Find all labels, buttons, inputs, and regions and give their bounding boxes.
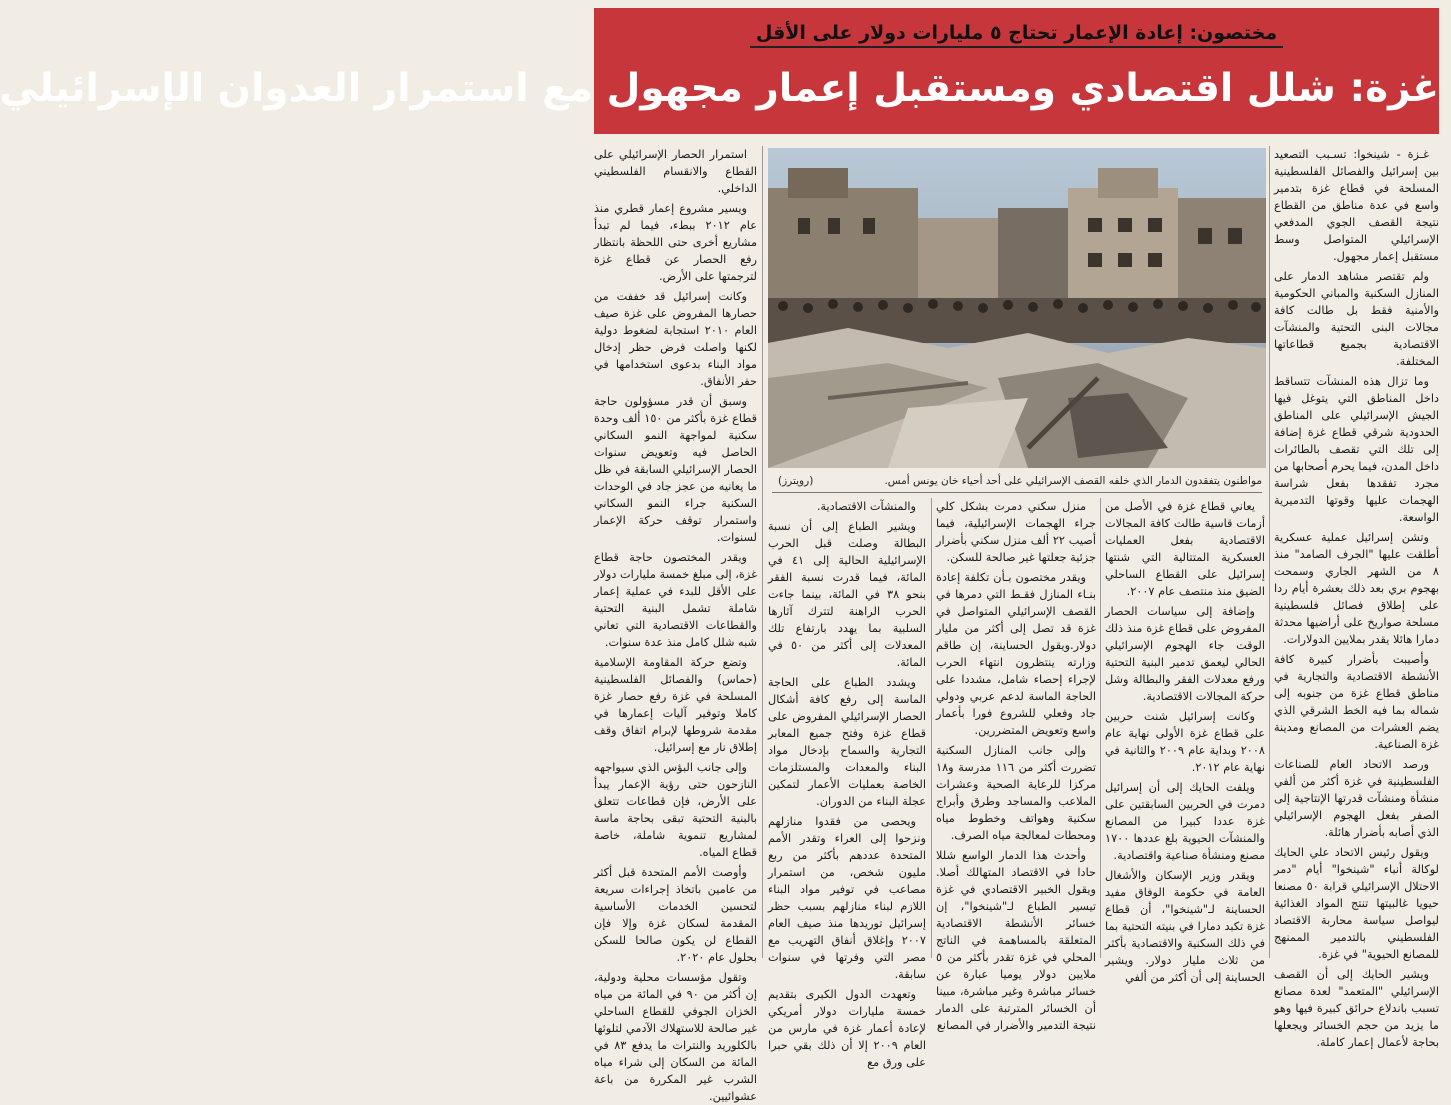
- paragraph: وأحدث هذا الدمار الواسع شللا حادا في الاقتصاد المتهالك أصلا. ويقول الخبير الاقتصادي في غزة تيسير الطباع لـ"شينخوا"، إن خسائر الأنشطة الاقتصادية المتعلقة بالمساهمة في الناتج المحلي في غزة تقدر بأكثر من ٥ ملايين دولار يوميا عبارة عن خسائر مباشرة وغير مباشرة، مبينا أن الخسائر المترتبة على الدمار نتيجة التدمير والأضرار في المصانع: [936, 849, 1096, 1032]
- paragraph: ورصد الاتحاد العام للصناعات الفلسطينية في غزة أكثر من ألفي منشأة ومنشآت قدرتها الإنتاجية إلى الصفر بفعل الهجوم الإسرائيلي الذي أصابه بأضرار هائلة.: [1274, 758, 1439, 839]
- paragraph: وأصيبت بأضرار كبيرة كافة الأنشطة الاقتصادية والتجارية في مناطق قطاع غزة من جنوبه إلى شماله بما فيه الخط الشرقي الذي يضم العشرات من المصانع ومدينة غزة الصناعية.: [1274, 653, 1439, 751]
- headline: غزة: شلل اقتصادي ومستقبل إعمار مجهول مع استمرار العدوان الإسرائيلي: [0, 66, 1439, 111]
- kicker: [594, 22, 1439, 44]
- paragraph: استمرار الحصار الإسرائيلي على القطاع والانقسام الفلسطيني الداخلي.: [594, 148, 757, 195]
- paragraph: وإضافة إلى سياسات الحصار المفروض على قطاع غزة منذ ذلك الوقت جاء الهجوم الإسرائيلي الحالي ليعمق تدمير البنية التحتية ورفع معدلات الفقر والبطالة وشل حركة المجالات الاقتصادية.: [1105, 605, 1265, 703]
- paragraph: ويحصى من فقدوا منازلهم ونزحوا إلى العراء وتقدر الأمم المتحدة عددهم بأكثر من ربع مليون شخص، من استمرار مصاعب في توفير مواد البناء اللازم لبناء منازلهم بسبب حظر إسرائيل توريدها منذ صيف العام ٢٠٠٧ وإغلاق أنفاق التهريب مع مصر التي وفرتها في سنوات سابقة.: [768, 815, 926, 981]
- column-rule: [1269, 146, 1270, 958]
- paragraph: وكانت إسرائيل قد خففت من حصارها المفروض على غزة صيف العام ٢٠١٠ استجابة لضغوط دولية لكنها واصلت فرض حظر إدخال مواد البناء بدعوى استخدامها في حفر الأنفاق.: [594, 290, 757, 388]
- photo-credit: (رويترز): [778, 475, 814, 487]
- article-column-left-inner: [768, 498, 926, 1069]
- paragraph: وتعهدت الدول الكبرى بتقديم خمسة مليارات دولار أمريكي لإعادة أعمار غزة في مارس من العام ٢٠٠٩ إلا أن ذلك بقي حبرا على ورق مع: [768, 988, 926, 1069]
- paragraph: وإلى جانب المنازل السكنية تضررت أكثر من ١١٦ مدرسة و١٨ مركزا للرعاية الصحية وعشرات الملاعب والمساجد وطرق وأبراج سكنية وهواتف وخطوط مياه ومحطات لمعالجة مياه الصرف.: [936, 744, 1096, 842]
- paragraph: ويشدد الطباع على الحاجة الماسة إلى رفع كافة أشكال الحصار الإسرائيلي المفروض على قطاع غزة وفتح جميع المعابر التجارية والسماح بإدخال مواد البناء والمعدات والمستلزمات الخاصة بعمليات الأعمار لتمكين عجلة البناء من الدوران.: [768, 676, 926, 808]
- article-column-right: [1273, 146, 1439, 1049]
- paragraph: غـزة - شينخوا: تسـبب التصعيد بين إسرائيل والفصائل الفلسطينية المسلحة في قطاع غزة بتدمير واسع في عدة مناطق من القطاع نتيجة القصف الجوي المدفعي الإسرائيلي المتواصل وسط مستقبل إعمار مجهول.: [1274, 148, 1439, 263]
- paragraph: ويقدر مختصون بـأن تكلفة إعادة بنـاء المنازل فقـط التي دمرها في القصف الإسرائيلي المتواصل في غزة قد تصل إلى أكثر من مليار دولار.ويقول الحساينة، إن طاقم وزارته ينتظرون انتهاء الحرب لإجراء إحصاء شامل، مشددا على الحاجة الماسة لدعم عربي ودولي جاد وفعلي للشروع فورا بأعمار واسع وتعويض المتضررين.: [936, 571, 1096, 737]
- rubble-scene-image: [768, 148, 1266, 468]
- news-photo: [768, 148, 1266, 468]
- paragraph: وإلى جانب البؤس الذي سيواجهه النازحون حتى رؤية الإعمار يبدأ على الأرض، فإن قطاعات تتعلق بالبنية التحتية تبقى بحاجة ماسة لمشاريع تنموية شاملة، خاصة قطاع المياه.: [594, 761, 757, 859]
- paragraph: ويقول رئيس الاتحاد علي الحايك لوكالة أنباء "شينخوا" أيام "دمر الاحتلال الإسرائيلي قرابة ٥٠ مصنعا حيويا غالبيتها تنتج المواد الغذائية ليواصل سياسة محاربة الاقتصاد الفلسطيني بالتدمير الممنهج للمصانع الحيوية" في غزة.: [1274, 846, 1439, 961]
- paragraph: ويلفت الحايك إلى أن إسرائيل دمرت في الحربين السابقتين على غزة عددا كبيرا من المصانع والمنشآت الحيوية بلغ عددها ١٧٠٠ مصنع ومنشأة صناعية واقتصادية.: [1105, 781, 1265, 862]
- headline-banner: [0, 8, 1439, 134]
- kicker-text: مختصون: إعادة الإعمار تحتاج ٥ مليارات دولار على الأقل: [750, 22, 1283, 48]
- caption-text: مواطنون يتفقدون الدمار الذي خلفه القصف الإسرائيلي على أحد أحياء خان يونس أمس.: [884, 475, 1262, 487]
- column-rule: [931, 498, 932, 958]
- paragraph: ويسير مشروع إعمار قطري منذ عام ٢٠١٢ ببطء، فيما لم تبدأ مشاريع أخرى حتى اللحظة بانتظار رفع الحصار عن قطاع غزة لترجمتها على الأرض.: [594, 202, 757, 283]
- paragraph: ويشير الحايك إلى أن القصف الإسرائيلي "المتعمد" لعدة مصانع تسبب باندلاع حرائق كبيرة فيها وهو ما يزيد من حجم الخسائر ويجعلها بحاجة لأعمال إعمار كاملة.: [1274, 968, 1439, 1049]
- paragraph: والمنشآت الاقتصادية.: [816, 500, 916, 513]
- photo-caption: [772, 470, 1262, 493]
- article-column-mid-left: [936, 498, 1096, 1032]
- paragraph: وتشن إسرائيل عملية عسكرية أطلقت عليها "الجرف الصامد" منذ ٨ من الشهر الجاري وسمحت بهجوم بري بعد ذلك بعشرة أيام ردا على إطلاق فصائل فلسطينية مسلحة صواريخ على أراضيها محدثة دمارا هائلا يقدر بملايين الدولارات.: [1274, 531, 1439, 646]
- paragraph: وأوصت الأمم المتحدة قبل أكثر من عامين باتخاذ إجراءات سريعة لتحسين الخدمات الأساسية المقدمة لسكان غزة وإلا فإن القطاع لن يكون صالحا للسكن بحلول عام ٢٠٢٠.: [594, 866, 757, 964]
- paragraph: ويقدر المختصون حاجة قطاع غزة، إلى مبلغ خمسة مليارات دولار على الأقل للبدء في عملية إعمار شاملة تشمل البنية التحتية والقطاعات الاقتصادية التي تعاني شبه شلل كامل منذ عدة سنوات.: [594, 551, 757, 649]
- paragraph: ويشير الطباع إلى أن نسبة البطالة وصلت قبل الحرب الإسرائيلية الحالية إلى ٤١ في المائة، فيما قدرت نسبة الفقر بنحو ٣٨ في المائة، بينما جاءت الحرب الراهنة لتترك آثارها السلبية بما يهدد بارتفاع تلك المعدلات إلى أكثر من ٥٠ في المائة.: [768, 520, 926, 669]
- paragraph: منزل سكني دمرت بشكل كلي جراء الهجمات الإسرائيلية، فيما أصيب ٢٢ ألف منزل سكني بأضرار جزئية جعلتها غير صالحة للسكن.: [936, 500, 1096, 564]
- article-column-mid-right: [1105, 498, 1265, 984]
- column-rule: [762, 146, 763, 958]
- paragraph: يعاني قطاع غزة في الأصل من أزمات قاسية طالت كافة المجالات الاقتصادية بفعل العمليات العسكرية المتتالية التي شنتها إسرائيل على القطاع الساحلي الضيق منذ منتصف عام ٢٠٠٧.: [1105, 500, 1265, 598]
- article-column-left: [594, 146, 757, 1103]
- paragraph: ويقدر وزير الإسكان والأشغال العامة في حكومة الوفاق مفيد الحساينة لـ"شينخوا"، أن قطاع غزة تكبد دمارا في بنيته التحتية بما في ذلك السكنية والاقتصادية بأكثر من ثلاث مليار دولار. ويشير الحساينة إلى أن أكثر من ألفي: [1105, 869, 1265, 984]
- paragraph: ولم تقتصر مشاهد الدمار على المنازل السكنية والمباني الحكومية والأمنية فقط بل طالت كافة مجالات البنى التحتية والمنشآت الاقتصادية بجميع قطاعاتها المختلفة.: [1274, 270, 1439, 368]
- paragraph: وتضع حركة المقاومة الإسلامية (حماس) والفصائل الفلسطينية المسلحة في غزة رفع حصار غزة كاملا وتوفير آليات إعمارها في مقدمة شروطها لإبرام اتفاق وقف إطلاق نار مع إسرائيل.: [594, 656, 757, 754]
- paragraph: وتقول مؤسسات محلية ودولية، إن أكثر من ٩٠ في المائة من مياه الخزان الجوفي للقطاع الساحلي غير صالحة للاستهلاك الآدمي لتلوثها بالكلوريد والنترات ما يدفع ٨٣ في المائة من السكان إلى شراء مياه الشرب غير المكررة من باعة عشوائيين.: [594, 971, 757, 1103]
- column-rule: [1100, 498, 1101, 958]
- paragraph: وسبق أن قدر مسؤولون حاجة قطاع غزة بأكثر من ١٥٠ ألف وحدة سكنية لمواجهة النمو السكاني الحاصل فيه وتعويض سنوات الحصار الإسرائيلي السابقة في ظل ما يعانيه من عجز جاد في الوحدات السكنية جراء النمو السكاني واستمرار توقف حركة الإعمار لسنوات.: [594, 395, 757, 544]
- paragraph: وما تزال هذه المنشآت تتساقط داخل المناطق التي يتوغل فيها الجيش الإسرائيلي على المناطق الحدودية شرقي قطاع غزة إضافة إلى تلك التي تقصف بالطائرات داخل المدن، فيما يحرم أصحابها من مجرد تفقدها بفعل شراسة الهجمات عليها وقوتها التدميرية الواسعة.: [1273, 375, 1439, 524]
- paragraph: وكانت إسرائيل شنت حربين على قطاع غزة الأولى نهاية عام ٢٠٠٨ وبداية عام ٢٠٠٩ والثانية في نهاية عام ٢٠١٢.: [1105, 710, 1265, 774]
